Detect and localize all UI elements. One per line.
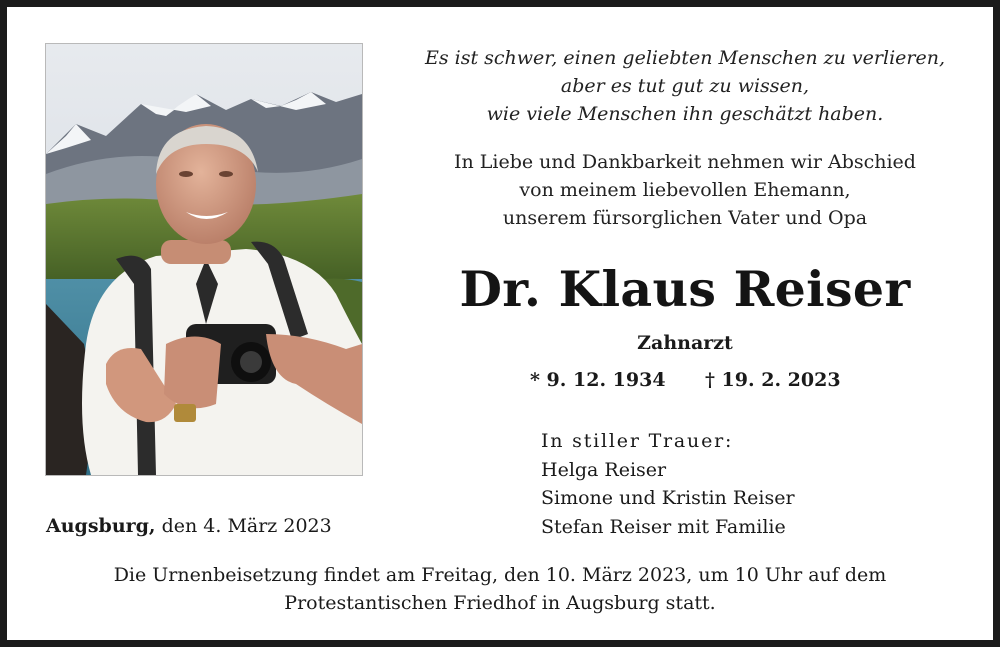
birth-date: * 9. 12. 1934 <box>530 369 666 391</box>
mourners-heading: In stiller Trauer: <box>541 430 734 452</box>
poem-line: aber es tut gut zu wissen, <box>560 75 810 97</box>
mourner-name: Simone und Kristin Reiser <box>541 487 795 509</box>
farewell-line: In Liebe und Dankbarkeit nehmen wir Abschied <box>454 151 916 173</box>
notice-date: den 4. März 2023 <box>161 515 332 537</box>
death-date: † 19. 2. 2023 <box>705 369 841 391</box>
memorial-poem <box>405 44 965 128</box>
place-and-date <box>46 512 332 540</box>
farewell-line: von meinem liebevollen Ehemann, <box>519 179 851 201</box>
ceremony-announcement <box>30 561 970 617</box>
portrait-photo <box>45 43 363 476</box>
ceremony-line: Protestantischen Friedhof in Augsburg statt. <box>284 592 716 614</box>
farewell-line: unserem fürsorglichen Vater und Opa <box>502 207 868 229</box>
mourner-name: Stefan Reiser mit Familie <box>541 515 786 538</box>
deceased-profession: Zahnarzt <box>637 332 733 354</box>
farewell-text <box>400 148 970 232</box>
place-city: Augsburg, <box>46 515 156 537</box>
poem-line: Es ist schwer, einen geliebten Menschen zu verlieren, <box>424 47 945 69</box>
poem-line: wie viele Menschen ihn geschätzt haben. <box>486 103 884 125</box>
mourners-block <box>541 427 795 541</box>
deceased-name: Dr. Klaus Reiser <box>459 260 911 318</box>
ceremony-line: Die Urnenbeisetzung findet am Freitag, den 10. März 2023, um 10 Uhr auf dem <box>113 564 887 586</box>
mourner-name: Helga Reiser <box>541 458 667 481</box>
